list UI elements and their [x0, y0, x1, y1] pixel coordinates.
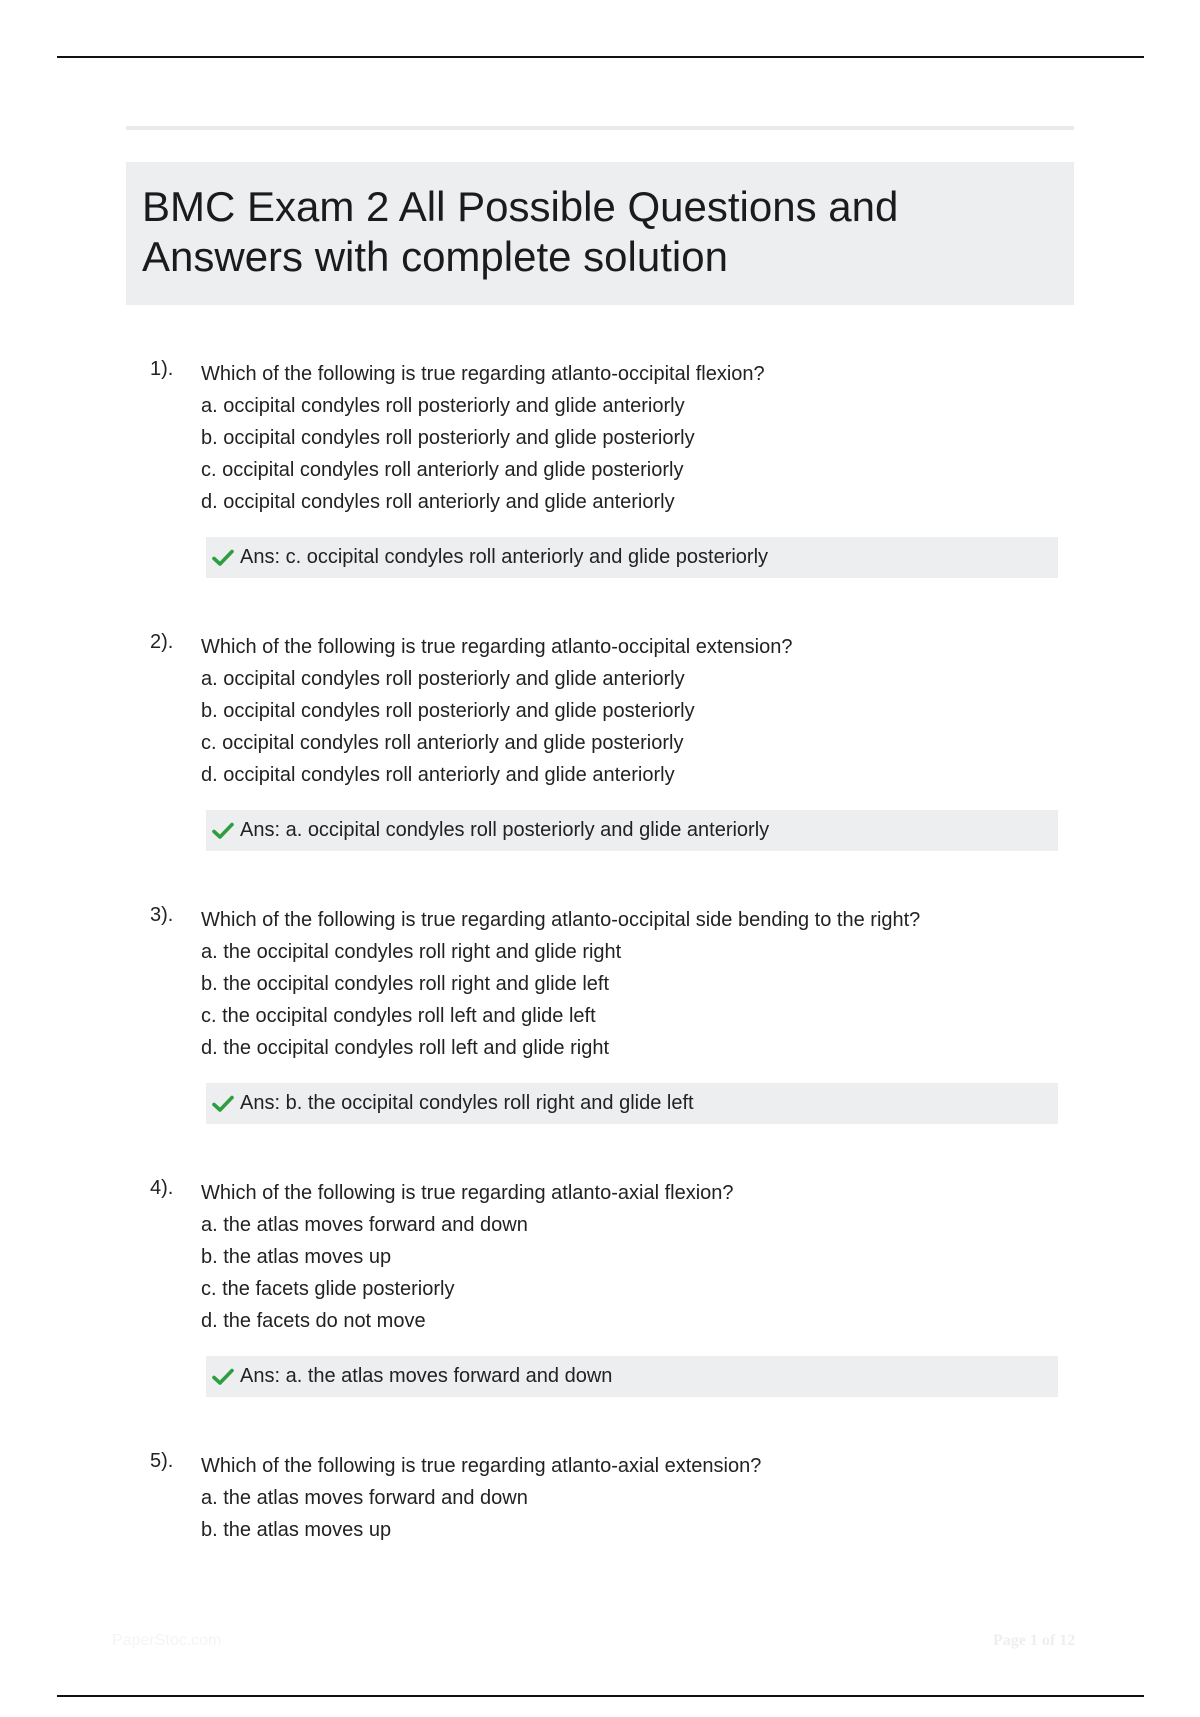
question-body: [201, 631, 1061, 791]
answer-panel: [206, 537, 1058, 578]
answer-text: Ans: b. the occipital condyles roll right and glide left: [240, 1092, 694, 1114]
option-a: a. the atlas moves forward and down: [201, 1214, 528, 1236]
question-4: [126, 1171, 1074, 1444]
option-d: d. the occipital condyles roll left and glide right: [201, 1037, 610, 1059]
question-text: Which of the following is true regarding atlanto-occipital flexion?: [201, 363, 765, 385]
title-divider: [126, 126, 1074, 130]
question-number: 1).: [150, 358, 174, 380]
page-number: Page 1 of 12: [993, 1632, 1076, 1649]
option-d: d. occipital condyles roll anteriorly and glide anteriorly: [201, 491, 675, 513]
check-icon: [212, 548, 234, 568]
question-number: 5).: [150, 1450, 174, 1472]
answer-panel: [206, 1356, 1058, 1397]
option-c: c. the occipital condyles roll left and glide left: [201, 1005, 596, 1027]
option-b: b. the atlas moves up: [201, 1246, 392, 1268]
option-b: b. occipital condyles roll posteriorly and glide posteriorly: [201, 427, 695, 449]
option-b: b. the occipital condyles roll right and glide left: [201, 973, 610, 995]
check-icon: [212, 821, 234, 841]
question-2: [126, 625, 1074, 898]
option-c: c. the facets glide posteriorly: [201, 1278, 455, 1300]
option-a: a. the occipital condyles roll right and glide right: [201, 941, 622, 963]
question-5: [126, 1444, 1074, 1717]
option-c: c. occipital condyles roll anteriorly and glide posteriorly: [201, 459, 684, 481]
question-text: Which of the following is true regarding atlanto-occipital extension?: [201, 636, 793, 658]
question-1: [126, 352, 1074, 625]
option-a: a. occipital condyles roll posteriorly and glide anteriorly: [201, 395, 685, 417]
option-a: a. occipital condyles roll posteriorly and glide anteriorly: [201, 668, 685, 690]
question-body: [201, 358, 1061, 518]
option-c: c. occipital condyles roll anteriorly and glide posteriorly: [201, 732, 684, 754]
footer-rule: [57, 1695, 1144, 1697]
option-d: d. the facets do not move: [201, 1310, 426, 1332]
option-d: d. occipital condyles roll anteriorly and glide anteriorly: [201, 764, 675, 786]
question-3: [126, 898, 1074, 1171]
check-icon: [212, 1367, 234, 1387]
check-icon: [212, 1094, 234, 1114]
question-list: [126, 352, 1074, 1717]
question-text: Which of the following is true regarding atlanto-occipital side bending to the right?: [201, 909, 921, 931]
watermark: PaperStoc.com: [112, 1632, 222, 1649]
option-b: b. occipital condyles roll posteriorly and glide posteriorly: [201, 700, 695, 722]
answer-text: Ans: c. occipital condyles roll anteriorly and glide posteriorly: [240, 546, 769, 568]
question-text: Which of the following is true regarding atlanto-axial extension?: [201, 1455, 762, 1477]
title-panel: [126, 162, 1074, 305]
question-text: Which of the following is true regarding atlanto-axial flexion?: [201, 1182, 734, 1204]
option-b: b. the atlas moves up: [201, 1519, 392, 1541]
question-number: 3).: [150, 904, 174, 926]
question-body: [201, 904, 1061, 1064]
question-number: 2).: [150, 631, 174, 653]
option-a: a. the atlas moves forward and down: [201, 1487, 528, 1509]
answer-text: Ans: a. occipital condyles roll posteriorly and glide anteriorly: [240, 819, 770, 841]
question-body: [201, 1177, 1061, 1337]
header-rule: [57, 56, 1144, 58]
question-number: 4).: [150, 1177, 174, 1199]
answer-text: Ans: a. the atlas moves forward and down: [240, 1365, 613, 1387]
page-title: BMC Exam 2 All Possible Questions and Answers with complete solution: [142, 183, 899, 280]
question-body: [201, 1450, 1061, 1546]
answer-panel: [206, 1083, 1058, 1124]
answer-panel: [206, 810, 1058, 851]
